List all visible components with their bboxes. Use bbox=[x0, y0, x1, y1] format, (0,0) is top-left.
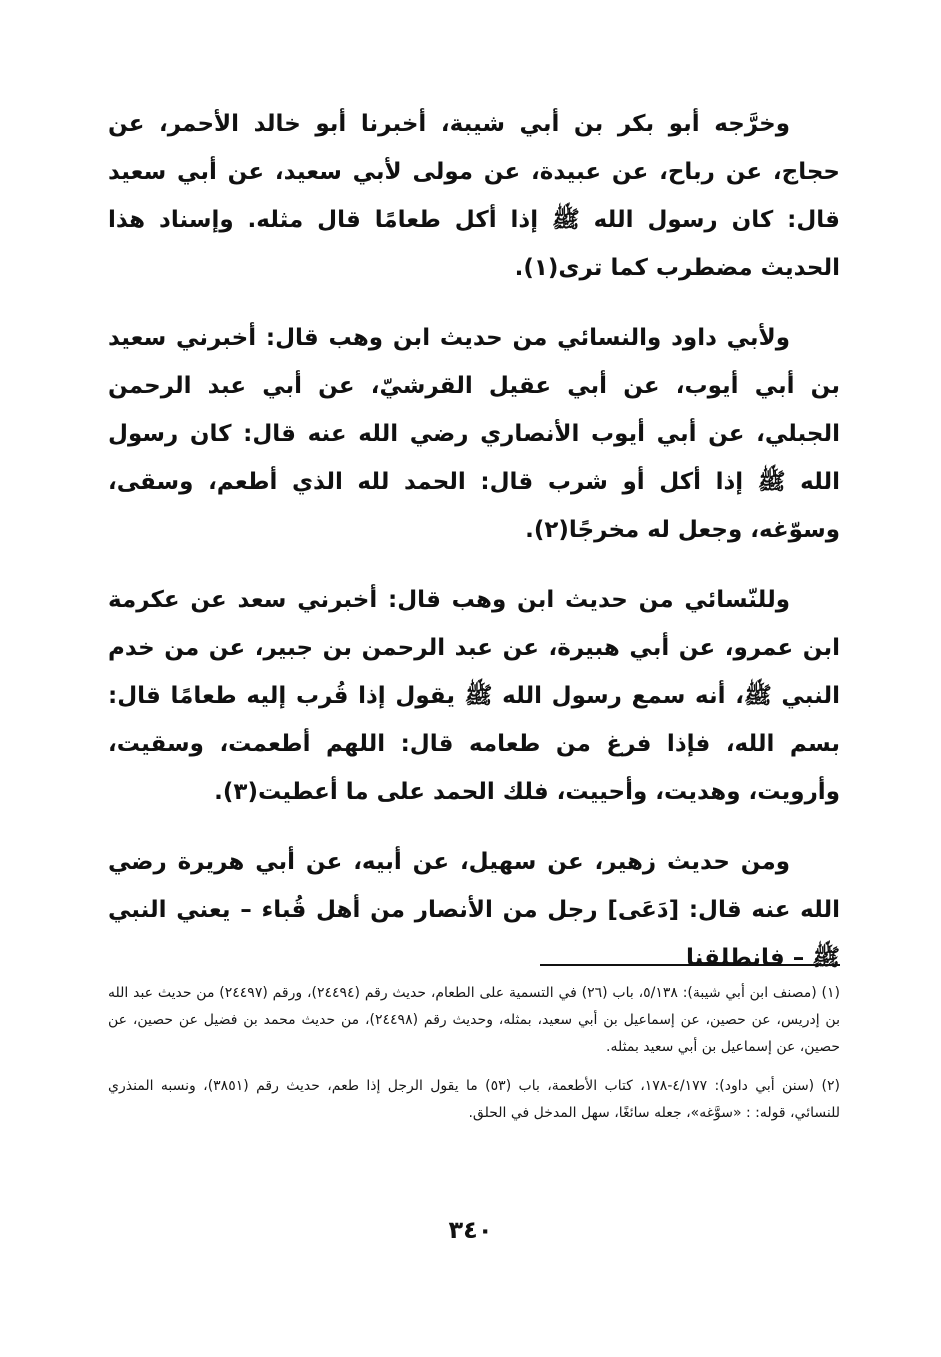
footnote-2: (٢) (سنن أبي داود): ٤/١٧٧-١٧٨، كتاب الأطعمة، باب (٥٣) ما يقول الرجل إذا طعم، حديث رقم (٣٨٥١)، ونسبه المنذري للنسائي، قوله: : «سوَّغه»، جعله سائغًا، سهل المدخل في الحلق. bbox=[108, 1078, 840, 1121]
footnotes bbox=[108, 980, 840, 1139]
footnote-1: (١) (مصنف ابن أبي شيبة): ٥/١٣٨، باب (٢٦) في التسمية على الطعام، حديث رقم (٢٤٤٩٤)، ورقم (٢٤٤٩٧) من حديث عبد الله بن إدريس، عن حصين، عن إسماعيل بن أبي سعيد، بمثله، وحديث رقم (٢٤٤٩٨)، من حديث محمد بن فضيل عن حصين، عن حصين، عن إسماعيل بن أبي سعيد بمثله. bbox=[108, 985, 840, 1055]
paragraph-3: وللنّسائي من حديث ابن وهب قال: أخبرني سعد عن عكرمة ابن عمرو، عن أبي هبيرة، عن عبد الرحمن بن جبير، عن من خدم النبي ﷺ، أنه سمع رسول الله ﷺ يقول إذا قُرب إليه طعامًا قال: بسم الله، فإذا فرغ من طعامه قال: اللهم أطعمت، وسقيت، وأرويت، وهديت، وأحييت، فلك الحمد على ما أعطيت(٣). bbox=[108, 587, 840, 805]
footnote-divider bbox=[540, 964, 840, 966]
paragraph-2: ولأبي داود والنسائي من حديث ابن وهب قال: أخبرني سعيد بن أبي أيوب، عن أبي عقيل القرشيّ، عن أبي عبد الرحمن الجبلي، عن أبي أيوب الأنصاري رضي الله عنه قال: كان رسول الله ﷺ إذا أكل أو شرب قال: الحمد لله الذي أطعم، وسقى، وسوّغه، وجعل له مخرجًا(٢). bbox=[108, 325, 840, 543]
paragraph-4: ومن حديث زهير، عن سهيل، عن أبيه، عن أبي هريرة رضي الله عنه قال: [دَعَى] رجل من الأنصار من أهل قُباء – يعني النبي ﷺ – فانطلقنا bbox=[108, 849, 840, 971]
page-number: ٣٤٠ bbox=[448, 1216, 493, 1244]
paragraph-1: وخرَّجه أبو بكر بن أبي شيبة، أخبرنا أبو خالد الأحمر، عن حجاج، عن رباح، عن عبيدة، عن مولى لأبي سعيد، عن أبي سعيد قال: كان رسول الله ﷺ إذا أكل طعامًا قال مثله. وإسناد هذا الحديث مضطرب كما ترى(١). bbox=[108, 111, 840, 281]
main-text bbox=[108, 100, 840, 982]
